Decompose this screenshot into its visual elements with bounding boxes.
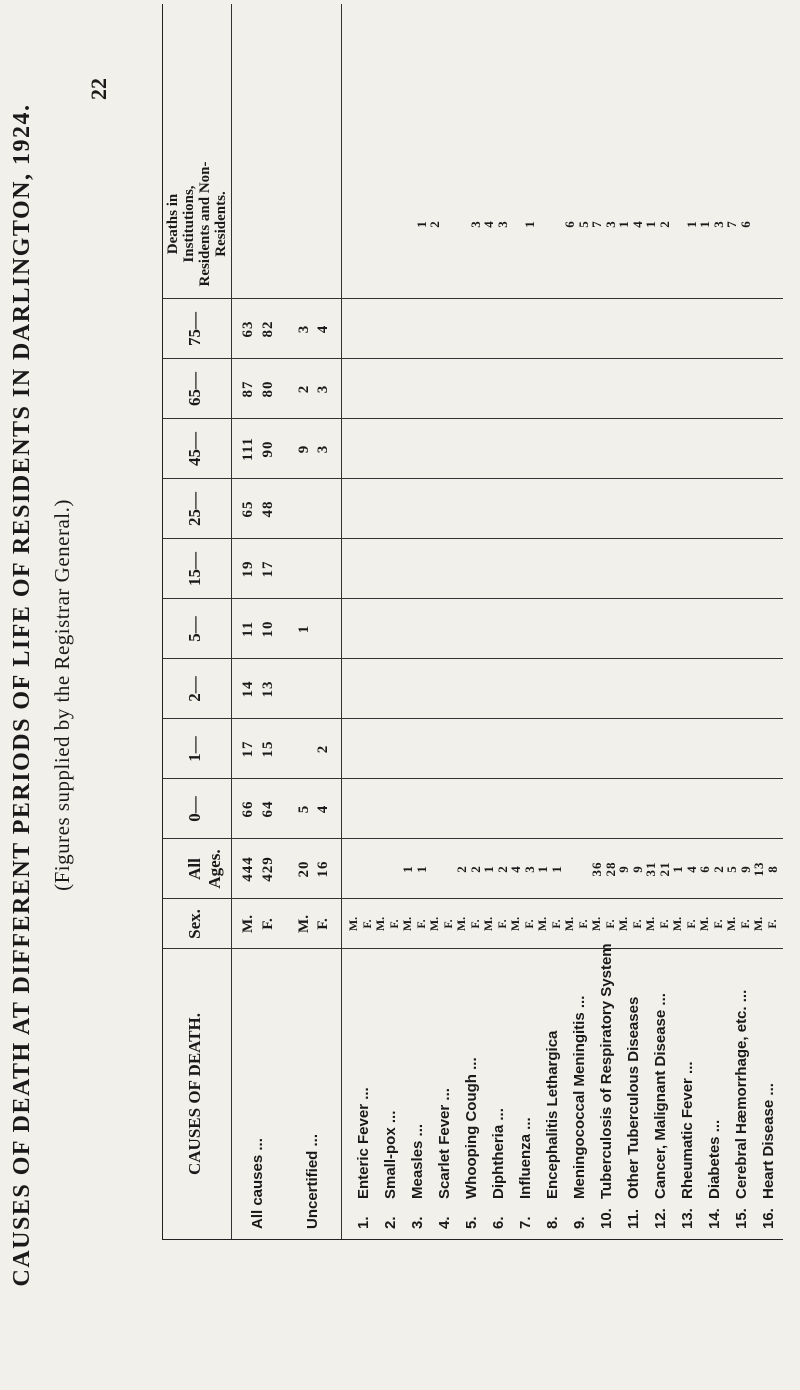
cause-name: Cancer, Malignant Disease (652, 1009, 669, 1199)
cause-sex-m: M. (751, 916, 765, 932)
cause-number: 9. (571, 1216, 588, 1229)
cause-all-ages-m: 5 (724, 865, 739, 873)
cause-all-ages-f: 2 (495, 865, 510, 873)
institutions-cell: 5 (576, 220, 591, 228)
header-causes: CAUSES OF DEATH. (185, 1013, 204, 1175)
cause-sex-f: F. (711, 919, 725, 929)
cause-row-label (759, 1083, 778, 1229)
cell: 3 (315, 444, 331, 454)
header-age-75: 75— (185, 312, 204, 346)
cell: 4 (315, 804, 331, 814)
cause-row-label (435, 1088, 454, 1229)
cell: 4 (315, 324, 331, 334)
cause-all-ages-f: 4 (684, 865, 699, 873)
cause-sex-m: M. (454, 916, 468, 932)
institutions-cell: 1 (522, 220, 537, 228)
cause-name: Encephalitis Lethargica (544, 1030, 561, 1199)
cause-all-ages-f: 9 (630, 865, 645, 873)
cause-sex-f: F. (576, 919, 590, 929)
header-institutions: Deaths in Institutions, Residents and Non-Residents. (165, 161, 229, 287)
cause-row-label (462, 1057, 481, 1229)
header-age-0: 0— (185, 796, 204, 822)
cause-sex-m: M. (724, 916, 738, 932)
cell: 2 (315, 744, 331, 754)
cause-number: 3. (409, 1216, 426, 1229)
cell: 444 (240, 856, 256, 882)
cause-all-ages-f: 8 (765, 865, 780, 873)
cause-all-ages-m: 2 (454, 865, 469, 873)
cause-number: 12. (652, 1208, 669, 1229)
row-uncertified-sex-m: M. (296, 915, 312, 933)
header-age-1: 1— (185, 736, 204, 762)
institutions-cell: 2 (427, 220, 442, 228)
cause-sex-m: M. (535, 916, 549, 932)
cause-sex-m: M. (481, 916, 495, 932)
institutions-cell: 4 (481, 220, 496, 228)
section-rule (341, 4, 342, 1239)
institutions-cell: 3 (495, 220, 510, 228)
cell: 19 (240, 560, 256, 578)
cause-all-ages-m: 13 (751, 861, 766, 877)
cause-name: Enteric Fever (355, 1103, 372, 1199)
institutions-cell: 1 (697, 220, 712, 228)
cause-number: 1. (355, 1216, 372, 1229)
cause-row-label (597, 943, 616, 1229)
cell: 13 (260, 680, 276, 698)
cell: 82 (260, 320, 276, 338)
cause-all-ages-m: 6 (697, 865, 712, 873)
institutions-cell: 3 (468, 220, 483, 228)
cause-sex-m: M. (616, 916, 630, 932)
leader-dots: ... (706, 1119, 723, 1133)
cell: 63 (240, 320, 256, 338)
cell: 2 (296, 384, 312, 394)
row-all-causes-sex-f: F. (260, 918, 276, 930)
cause-number: 10. (598, 1208, 615, 1229)
cause-all-ages-f: 1 (414, 865, 429, 873)
page-number: 22 (86, 78, 111, 100)
row-uncertified-sex-f: F. (315, 918, 331, 930)
cause-row-label (705, 1120, 724, 1229)
cause-sex-f: F. (603, 919, 617, 929)
cell: 1 (296, 624, 312, 634)
cause-sex-f: F. (387, 919, 401, 929)
cell: 15 (260, 740, 276, 758)
cause-sex-m: M. (427, 916, 441, 932)
cell: 17 (240, 740, 256, 758)
cause-name: Meningococcal Meningitis (571, 1012, 588, 1199)
cell: 10 (260, 620, 276, 638)
leader-dots: ... (571, 995, 588, 1009)
institutions-cell: 7 (589, 220, 604, 228)
page-title: CAUSES OF DEATH AT DIFFERENT PERIODS OF LIFE OF RESIDENTS IN DARLINGTON, 1924. (9, 103, 35, 1287)
cause-sex-f: F. (549, 919, 563, 929)
cell: 14 (240, 680, 256, 698)
cause-row-label (543, 1031, 562, 1229)
header-age-5: 5— (185, 616, 204, 642)
cell: 11 (240, 620, 256, 638)
row-all-causes-label: All causes ... (249, 1138, 266, 1229)
cause-number: 6. (490, 1216, 507, 1229)
cause-number: 7. (517, 1216, 534, 1229)
institutions-cell: 1 (414, 220, 429, 228)
mortality-table (162, 4, 783, 1240)
cause-name: Heart Disease (760, 1099, 777, 1199)
institutions-cell: 1 (684, 220, 699, 228)
page-subtitle: (Figures supplied by the Registrar General.) (50, 499, 74, 891)
header-rule (231, 4, 232, 1239)
cause-sex-f: F. (441, 919, 455, 929)
institutions-cell: 6 (738, 220, 753, 228)
cell: 3 (296, 324, 312, 334)
institutions-cell: 4 (630, 220, 645, 228)
cause-row-label (489, 1108, 508, 1229)
cell: 66 (240, 800, 256, 818)
leader-dots: ... (652, 993, 669, 1006)
cause-sex-m: M. (589, 916, 603, 932)
leader-dots: ... (733, 989, 750, 1003)
cause-name: Measles (409, 1140, 426, 1199)
cause-number: 13. (679, 1208, 696, 1229)
row-uncertified-label: Uncertified ... (304, 1133, 321, 1229)
cell: 80 (260, 380, 276, 398)
cause-number: 8. (544, 1216, 561, 1229)
cell: 111 (240, 437, 256, 461)
cause-sex-f: F. (468, 919, 482, 929)
cause-name: Tuberculosis of Respiratory System (598, 943, 615, 1199)
institutions-cell: 3 (603, 220, 618, 228)
cause-sex-f: F. (495, 919, 509, 929)
cause-sex-m: M. (697, 916, 711, 932)
cause-all-ages-m: 1 (400, 865, 415, 873)
header-age-65: 65— (185, 372, 204, 406)
cause-all-ages-m: 1 (481, 865, 496, 873)
header-age-2: 2— (185, 676, 204, 702)
header-age-25: 25— (185, 492, 204, 526)
leader-dots: ... (517, 1117, 534, 1130)
cause-all-ages-f: 2 (468, 865, 483, 873)
cause-number: 16. (760, 1208, 777, 1229)
cause-row-label (354, 1087, 373, 1229)
cause-sex-f: F. (414, 919, 428, 929)
cause-all-ages-f: 3 (522, 865, 537, 873)
cause-row-label (516, 1117, 535, 1229)
cause-sex-f: F. (657, 919, 671, 929)
cause-sex-m: M. (643, 916, 657, 932)
cause-all-ages-f: 28 (603, 861, 618, 877)
cause-number: 11. (625, 1208, 642, 1229)
cause-sex-m: M. (508, 916, 522, 932)
cause-all-ages-m: 1 (670, 865, 685, 873)
cause-row-label (678, 1061, 697, 1229)
institutions-cell: 1 (616, 220, 631, 228)
cell: 65 (240, 500, 256, 518)
header-all-ages: All Ages. (185, 849, 224, 889)
cell: 90 (260, 440, 276, 458)
cell: 64 (260, 800, 276, 818)
leader-dots: ... (355, 1087, 372, 1100)
cause-sex-f: F. (684, 919, 698, 929)
leader-dots: ... (760, 1083, 777, 1096)
cell: 5 (296, 804, 312, 814)
cause-sex-f: F. (738, 919, 752, 929)
cause-sex-m: M. (373, 916, 387, 932)
cause-name: Whooping Cough (463, 1074, 480, 1199)
cause-row-label (381, 1111, 400, 1229)
cause-name: Scarlet Fever (436, 1104, 453, 1199)
cause-name: Small-pox (382, 1127, 399, 1199)
cause-number: 4. (436, 1216, 453, 1229)
cause-sex-m: M. (400, 916, 414, 932)
leader-dots: ... (490, 1108, 507, 1121)
institutions-cell: 6 (562, 220, 577, 228)
row-all-causes-sex-m: M. (240, 915, 256, 933)
cause-sex-m: M. (346, 916, 360, 932)
leader-dots: ... (436, 1088, 453, 1101)
institutions-cell: 7 (724, 220, 739, 228)
cause-number: 14. (706, 1208, 723, 1229)
cell: 429 (260, 856, 276, 882)
cause-row-label (732, 990, 751, 1229)
header-sex: Sex. (185, 909, 204, 939)
cause-all-ages-m: 1 (535, 865, 550, 873)
cause-name: Cerebral Hæmorrhage, etc. (733, 1006, 750, 1199)
cause-name: Influenza (517, 1133, 534, 1199)
cause-all-ages-f: 1 (549, 865, 564, 873)
header-age-15: 15— (185, 552, 204, 586)
cell: 16 (315, 860, 331, 878)
cause-sex-f: F. (360, 919, 374, 929)
institutions-cell: 3 (711, 220, 726, 228)
cause-name: Other Tuberculous Diseases (625, 996, 642, 1199)
cause-all-ages-f: 9 (738, 865, 753, 873)
cell: 87 (240, 380, 256, 398)
cause-number: 5. (463, 1216, 480, 1229)
cause-number: 2. (382, 1216, 399, 1229)
cause-sex-f: F. (630, 919, 644, 929)
cause-all-ages-m: 9 (616, 865, 631, 873)
cause-sex-f: F. (765, 919, 779, 929)
cause-all-ages-m: 31 (643, 861, 658, 877)
cause-name: Diabetes (706, 1136, 723, 1199)
cause-name: Rheumatic Fever (679, 1078, 696, 1199)
cause-row-label (570, 996, 589, 1229)
leader-dots: ... (409, 1123, 426, 1137)
leader-dots: ... (382, 1110, 399, 1124)
leader-dots: ... (679, 1061, 696, 1074)
cause-sex-m: M. (670, 916, 684, 932)
cause-number: 15. (733, 1208, 750, 1229)
header-age-45: 45— (185, 432, 204, 466)
cause-all-ages-m: 36 (589, 861, 604, 877)
cell: 9 (296, 444, 312, 454)
cell: 17 (260, 560, 276, 578)
cause-all-ages-f: 2 (711, 865, 726, 873)
cause-sex-f: F. (522, 919, 536, 929)
cause-all-ages-f: 21 (657, 861, 672, 877)
institutions-cell: 2 (657, 220, 672, 228)
cell: 3 (315, 384, 331, 394)
cause-row-label (651, 993, 670, 1229)
leader-dots: ... (463, 1057, 480, 1070)
cause-sex-m: M. (562, 916, 576, 932)
cause-row-label (408, 1124, 427, 1229)
cell: 48 (260, 500, 276, 518)
cell: 20 (296, 860, 312, 878)
institutions-cell: 1 (643, 220, 658, 228)
cause-row-label (624, 997, 643, 1229)
cause-name: Diphtheria (490, 1124, 507, 1199)
cause-all-ages-m: 4 (508, 865, 523, 873)
